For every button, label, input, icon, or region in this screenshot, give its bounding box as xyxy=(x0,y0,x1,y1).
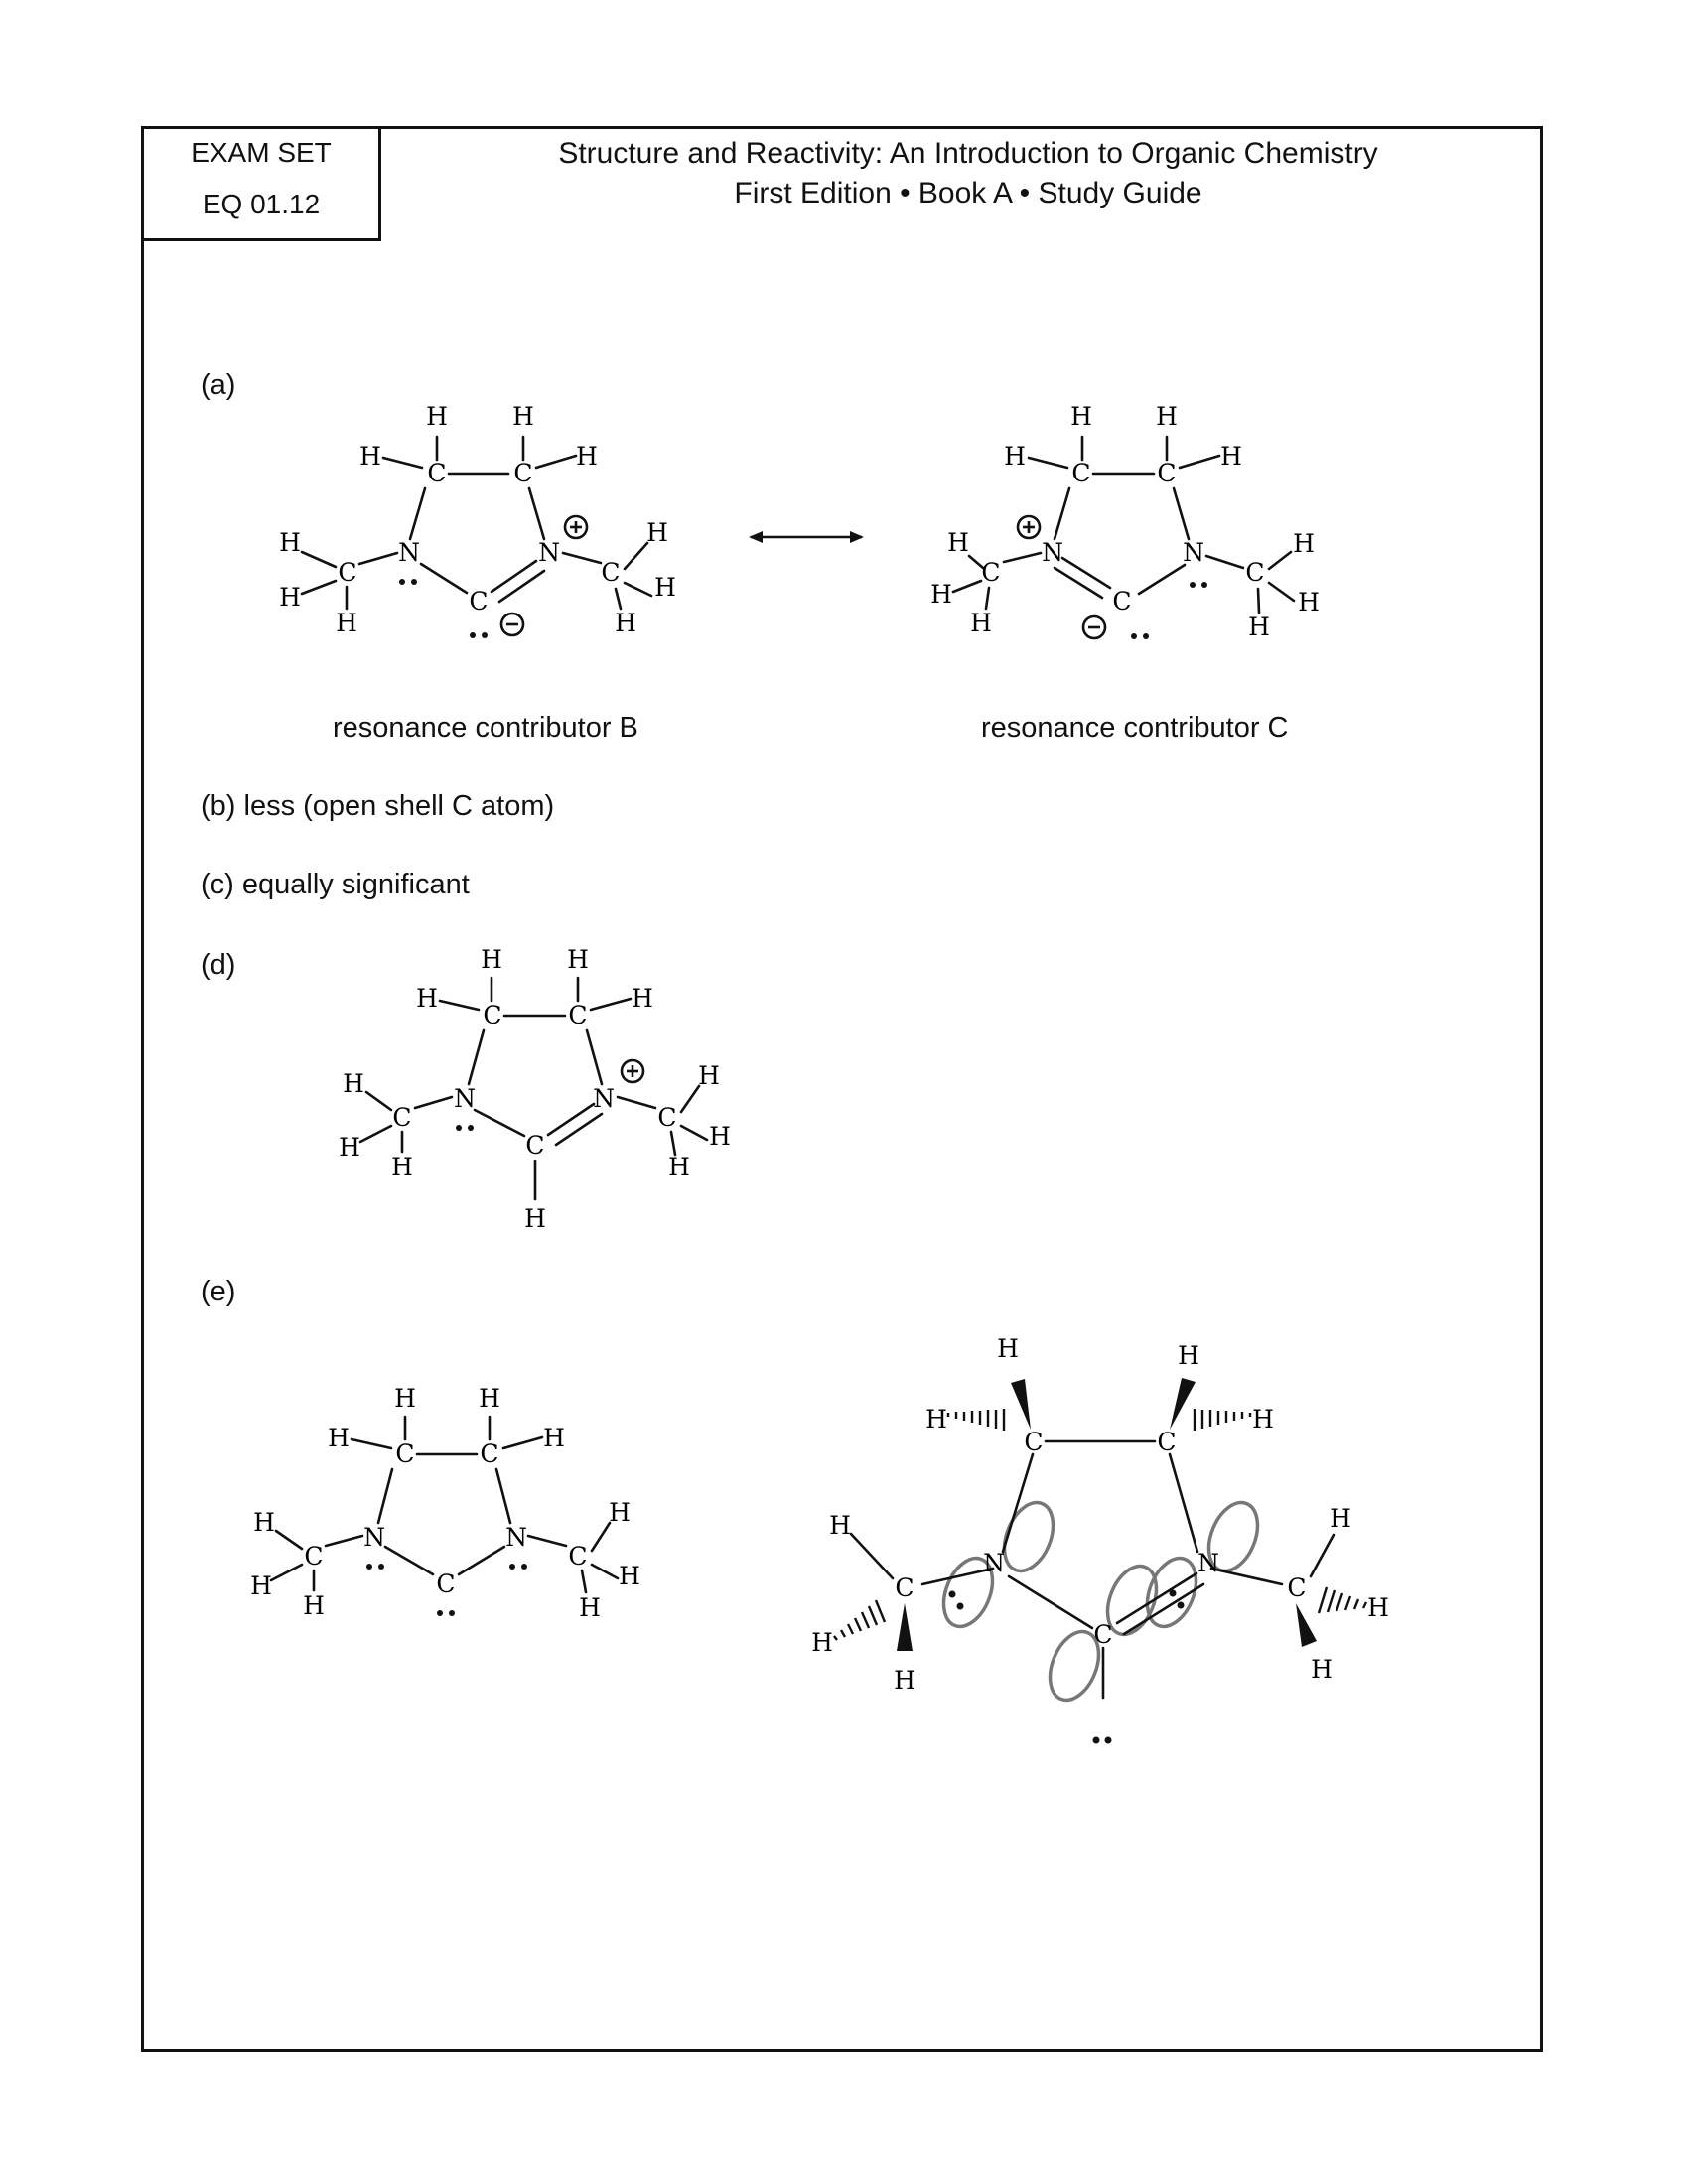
minus-charge-icon xyxy=(1083,616,1105,638)
atom-h: H xyxy=(1220,442,1242,471)
atom-c: C xyxy=(525,1131,545,1160)
wedge-bond xyxy=(897,1603,913,1651)
plus-charge-icon xyxy=(622,1060,643,1082)
atom-n: N xyxy=(1042,538,1063,567)
atom-h: H xyxy=(646,518,668,547)
atom-h: H xyxy=(1248,613,1270,641)
resonance-contributor-b-structure xyxy=(279,402,676,638)
atom-h: H xyxy=(426,402,448,431)
atom-h: H xyxy=(1252,1405,1274,1433)
p-orbital-lobes xyxy=(934,1495,1267,1706)
atom-h: H xyxy=(609,1498,631,1527)
atom-h: H xyxy=(543,1424,565,1452)
atom-h: H xyxy=(576,442,598,471)
book-subtitle: First Edition • Book A • Study Guide xyxy=(734,177,1202,209)
atom-c: C xyxy=(395,1439,415,1468)
atom-c: C xyxy=(469,587,489,615)
atom-c: C xyxy=(513,459,533,487)
atom-c: C xyxy=(1071,459,1091,487)
atom-c: C xyxy=(427,459,447,487)
atom-h: H xyxy=(479,1384,500,1413)
atom-c: C xyxy=(304,1542,324,1570)
atom-n: N xyxy=(593,1084,615,1113)
atom-c: C xyxy=(981,558,1001,587)
atom-h: H xyxy=(279,528,301,557)
atom-c: C xyxy=(483,1001,502,1029)
atom-h: H xyxy=(1330,1504,1351,1533)
atom-c: C xyxy=(1024,1428,1044,1456)
atom-n: N xyxy=(1183,538,1204,567)
atom-h: H xyxy=(1298,588,1320,616)
exam-set-label: EXAM SET xyxy=(191,137,332,168)
hashed-bond xyxy=(834,1600,885,1640)
atom-c: C xyxy=(1287,1573,1307,1602)
atom-h: H xyxy=(339,1133,360,1161)
atom-h: H xyxy=(997,1334,1019,1363)
part-a-label: (a) xyxy=(201,369,236,401)
atom-n: N xyxy=(398,538,420,567)
atom-c: C xyxy=(436,1570,456,1598)
atom-n: N xyxy=(1197,1549,1219,1577)
part-e-label: (e) xyxy=(201,1276,236,1307)
atom-h: H xyxy=(668,1153,690,1181)
atom-h: H xyxy=(1156,402,1178,431)
atom-h: H xyxy=(416,984,438,1013)
atom-c: C xyxy=(1112,587,1132,615)
atom-h: H xyxy=(279,583,301,612)
atom-h: H xyxy=(709,1122,731,1151)
atom-h: H xyxy=(1293,529,1315,558)
atom-h: H xyxy=(811,1628,833,1657)
atom-h: H xyxy=(512,402,534,431)
atom-h: H xyxy=(654,573,676,602)
part-c-answer: (c) equally significant xyxy=(201,869,470,900)
atom-h: H xyxy=(1178,1341,1199,1370)
atom-h: H xyxy=(253,1508,275,1537)
part-d-label: (d) xyxy=(201,949,236,981)
atom-n: N xyxy=(505,1523,527,1552)
atom-h: H xyxy=(343,1069,364,1098)
atom-h: H xyxy=(894,1666,915,1695)
atom-c: C xyxy=(1157,459,1177,487)
wedge-bond xyxy=(1296,1603,1317,1647)
exam-set-code: EQ 01.12 xyxy=(202,189,321,219)
atom-n: N xyxy=(983,1549,1005,1577)
atom-h: H xyxy=(579,1593,601,1622)
atom-h: H xyxy=(632,984,653,1013)
hashed-bond xyxy=(1319,1587,1366,1613)
atom-h: H xyxy=(524,1204,546,1233)
atom-c: C xyxy=(480,1439,499,1468)
atom-c: C xyxy=(1093,1620,1113,1649)
atom-h: H xyxy=(947,528,969,557)
part-b-answer: (b) less (open shell C atom) xyxy=(201,790,555,822)
atom-c: C xyxy=(392,1103,412,1132)
atom-h: H xyxy=(1070,402,1092,431)
atom-c: C xyxy=(895,1573,914,1602)
atom-h: H xyxy=(930,580,952,609)
plus-charge-icon xyxy=(1018,516,1040,538)
atom-c: C xyxy=(568,1001,588,1029)
atom-c: C xyxy=(601,558,621,587)
atom-h: H xyxy=(970,609,992,637)
hashed-bond xyxy=(948,1409,1004,1431)
atom-n: N xyxy=(538,538,560,567)
atom-h: H xyxy=(336,609,357,637)
atom-h: H xyxy=(829,1511,851,1540)
hashed-bond xyxy=(1195,1409,1250,1431)
atom-h: H xyxy=(481,945,502,974)
atom-h: H xyxy=(619,1562,640,1590)
atom-c: C xyxy=(1245,558,1265,587)
atom-h: H xyxy=(1367,1593,1389,1622)
atom-c: C xyxy=(568,1542,588,1570)
caption-contributor-b: resonance contributor B xyxy=(333,712,638,744)
atom-h: H xyxy=(250,1571,272,1600)
atom-h: H xyxy=(698,1061,720,1090)
book-title: Structure and Reactivity: An Introduction to Organic Chemistry xyxy=(558,137,1378,170)
caption-contributor-c: resonance contributor C xyxy=(981,712,1289,744)
atom-n: N xyxy=(363,1523,385,1552)
atom-h: H xyxy=(567,945,589,974)
part-e-lewis-structure xyxy=(250,1384,640,1622)
plus-charge-icon xyxy=(565,516,587,538)
atom-h: H xyxy=(303,1591,325,1620)
minus-charge-icon xyxy=(501,614,523,635)
part-e-orbital-diagram xyxy=(811,1334,1389,1744)
part-d-structure xyxy=(339,945,731,1233)
lone-pair-dots xyxy=(456,1125,474,1131)
atom-c: C xyxy=(657,1103,677,1132)
atom-h: H xyxy=(925,1405,947,1433)
atom-h: H xyxy=(328,1424,350,1452)
atom-c: C xyxy=(1157,1428,1177,1456)
atom-c: C xyxy=(338,558,357,587)
atom-h: H xyxy=(391,1153,413,1181)
atom-h: H xyxy=(394,1384,416,1413)
atom-h: H xyxy=(615,609,636,637)
atom-h: H xyxy=(359,442,381,471)
resonance-contributor-c-structure xyxy=(930,402,1320,641)
atom-h: H xyxy=(1311,1655,1333,1684)
atom-n: N xyxy=(454,1084,476,1113)
atom-h: H xyxy=(1004,442,1026,471)
wedge-bond xyxy=(1170,1378,1196,1430)
wedge-bond xyxy=(1011,1379,1031,1430)
